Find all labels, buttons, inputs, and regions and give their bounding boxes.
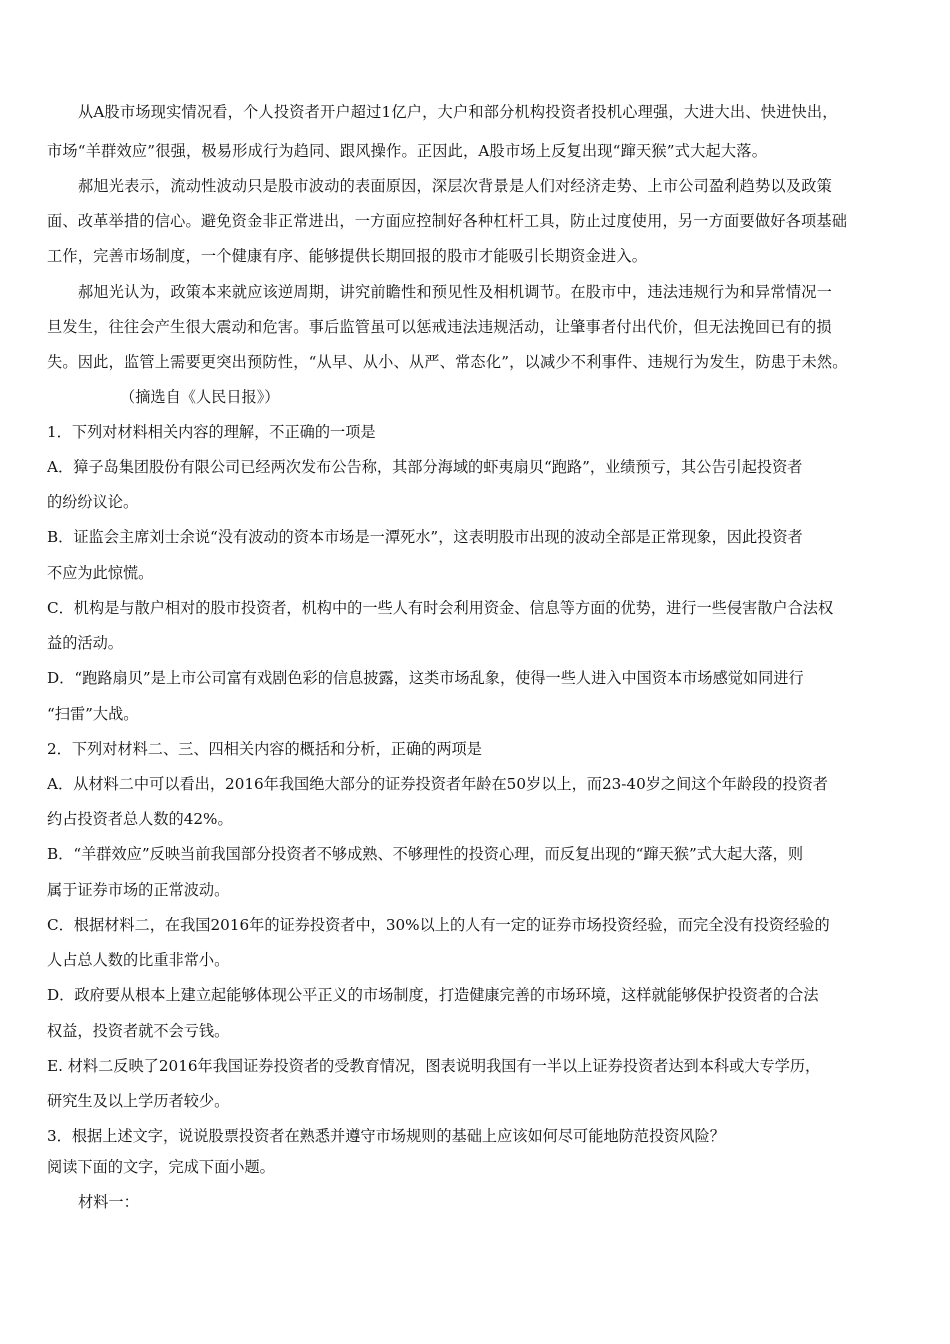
question-1-option-a-line-1: A．獐子岛集团股份有限公司已经两次发布公告称，其部分海域的虾夷扇贝“跑路”，业绩预亏，其公告引起投资者 <box>47 458 803 476</box>
question-1-option-d-line-1: D．“跑路扇贝”是上市公司富有戏剧色彩的信息披露，这类市场乱象，使得一些人进入中国资本市场感觉如同进行 <box>47 669 804 687</box>
passage-p3-line-1: 郝旭光认为，政策本来就应该逆周期，讲究前瞻性和预见性及相机调节。在股市中，违法违规行为和异常情况一 <box>78 283 832 301</box>
passage-p1-line-1: 从A股市场现实情况看，个人投资者开户超过1亿户，大户和部分机构投资者投机心理强，大进大出、快进快出， <box>78 103 838 121</box>
question-2-option-c-line-2: 人占总人数的比重非常小。 <box>47 951 230 969</box>
passage-p2-line-1: 郝旭光表示，流动性波动只是股市波动的表面原因，深层次背景是人们对经济走势、上市公司盈利趋势以及政策 <box>78 177 832 195</box>
question-2-option-e-line-1: E. 材料二反映了2016年我国证券投资者的受教育情况，图表说明我国有一半以上证券投资者达到本科或大专学历， <box>47 1057 821 1075</box>
question-2-option-e-line-2: 研究生及以上学历者较少。 <box>47 1092 230 1110</box>
question-2-option-c-line-1: C．根据材料二，在我国2016年的证券投资者中，30%以上的人有一定的证券市场投资经验，而完全没有投资经验的 <box>47 916 830 934</box>
material-one-label: 材料一： <box>78 1193 139 1211</box>
question-2-option-a-line-2: 约占投资者总人数的42%。 <box>47 810 233 828</box>
question-1-stem: 1．下列对材料相关内容的理解，不正确的一项是 <box>47 423 376 441</box>
question-3-stem: 3．根据上述文字，说说股票投资者在熟悉并遵守市场规则的基础上应该如何尽可能地防范投资风险？ <box>47 1127 725 1145</box>
reading-instruction: 阅读下面的文字，完成下面小题。 <box>47 1158 275 1176</box>
question-1-option-b-line-2: 不应为此惊慌。 <box>47 564 154 582</box>
question-1-option-c-line-2: 益的活动。 <box>47 634 123 652</box>
source-citation: （摘选自《人民日报》） <box>120 388 280 406</box>
question-2-option-b-line-1: B．“羊群效应”反映当前我国部分投资者不够成熟、不够理性的投资心理，而反复出现的“蹿天猴”式大起大落，则 <box>47 845 804 863</box>
question-1-option-d-line-2: “扫雷”大战。 <box>47 705 139 723</box>
question-2-option-b-line-2: 属于证券市场的正常波动。 <box>47 881 230 899</box>
passage-p3-line-2: 旦发生，往往会产生很大震动和危害。事后监管虽可以惩戒违法违规活动，让肇事者付出代价，但无法挽回已有的损 <box>47 318 832 336</box>
question-1-option-c-line-1: C．机构是与散户相对的股市投资者，机构中的一些人有时会利用资金、信息等方面的优势，进行一些侵害散户合法权 <box>47 599 834 617</box>
question-1-option-b-line-1: B．证监会主席刘士余说“没有波动的资本市场是一潭死水”，这表明股市出现的波动全部是正常现象，因此投资者 <box>47 528 803 546</box>
question-1-option-a-line-2: 的纷纷议论。 <box>47 493 139 511</box>
passage-p2-line-2: 面、改革举措的信心。避免资金非正常进出，一方面应控制好各种杠杆工具，防止过度使用，另一方面要做好各项基础 <box>47 212 848 230</box>
passage-p2-line-3: 工作，完善市场制度，一个健康有序、能够提供长期回报的股市才能吸引长期资金进入。 <box>47 247 648 265</box>
question-2-stem: 2．下列对材料二、三、四相关内容的概括和分析，正确的两项是 <box>47 740 482 758</box>
question-2-option-d-line-1: D．政府要从根本上建立起能够体现公平正义的市场制度，打造健康完善的市场环境，这样就能够保护投资者的合法 <box>47 986 819 1004</box>
passage-p1-line-2: 市场“羊群效应”很强，极易形成行为趋同、跟风操作。正因此，A股市场上反复出现“蹿天猴”式大起大落。 <box>47 142 768 160</box>
passage-p3-line-3: 失。因此，监管上需要更突出预防性，“从早、从小、从严、常态化”，以减少不利事件、违规行为发生，防患于未然。 <box>47 353 848 371</box>
question-2-option-a-line-1: A．从材料二中可以看出，2016年我国绝大部分的证券投资者年龄在50岁以上，而23-40岁之间这个年龄段的投资者 <box>47 775 828 793</box>
question-2-option-d-line-2: 权益，投资者就不会亏钱。 <box>47 1022 230 1040</box>
